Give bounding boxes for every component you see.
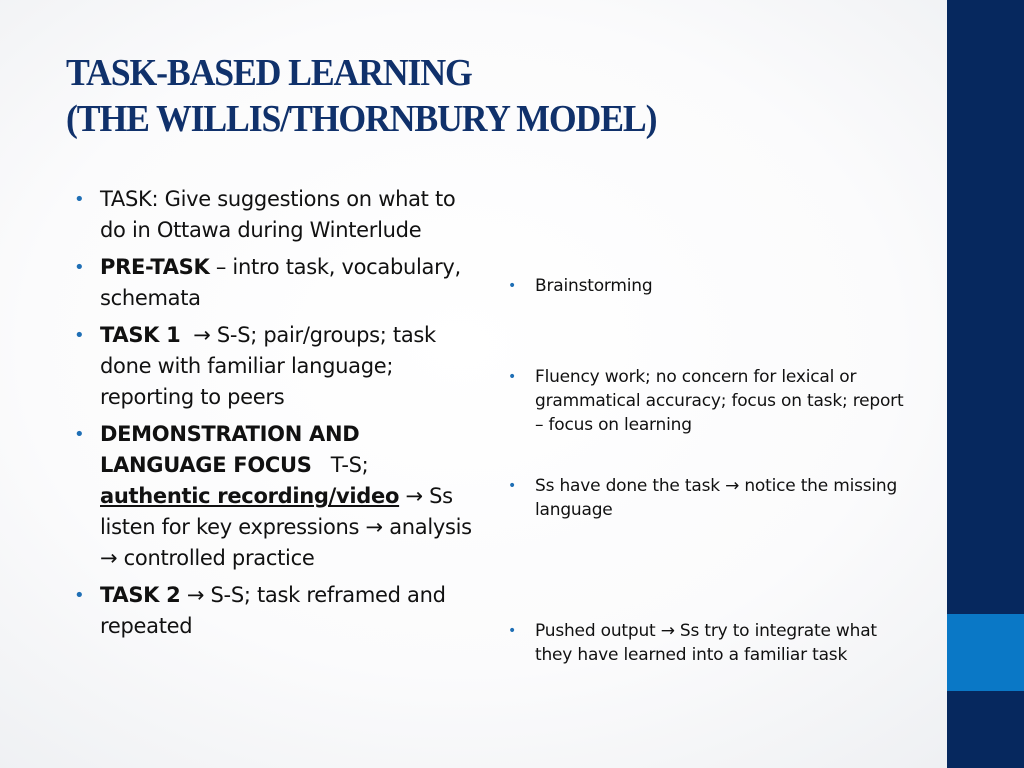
list-item bbox=[74, 580, 474, 642]
bullet-text: S-S; pair/groups; task done with familiar language; reporting to peers bbox=[100, 323, 436, 409]
bullet-text: Brainstorming bbox=[535, 276, 653, 296]
list-item bbox=[508, 474, 915, 522]
slide-title bbox=[66, 50, 874, 142]
bullet-text: Pushed output → Ss try to integrate what they have learned into a familiar task bbox=[535, 621, 877, 665]
list-item bbox=[74, 320, 474, 413]
bullet-icon: • bbox=[74, 585, 85, 606]
bullet-icon: • bbox=[508, 278, 517, 294]
bullet-icon: • bbox=[508, 478, 517, 494]
bullet-heading: TASK 2 bbox=[100, 583, 181, 607]
bullet-icon: • bbox=[74, 325, 85, 346]
bullet-text: T-S; bbox=[311, 453, 375, 477]
list-item bbox=[508, 619, 915, 667]
bullet-icon: • bbox=[74, 424, 85, 445]
left-bullet-list bbox=[74, 184, 474, 648]
list-item bbox=[74, 252, 474, 314]
bullet-text: Ss have done the task → notice the missing language bbox=[535, 476, 898, 520]
bullet-text: – intro task, vocabulary, schemata bbox=[100, 255, 461, 310]
bullet-heading: PRE-TASK bbox=[100, 255, 210, 279]
bullet-text: Fluency work; no concern for lexical or grammatical accuracy; focus on task; report – focus on learning bbox=[535, 367, 904, 435]
bullet-icon: • bbox=[508, 369, 517, 385]
bullet-text: → S-S; task reframed and repeated bbox=[100, 583, 446, 638]
bullet-icon: • bbox=[508, 623, 517, 639]
list-item bbox=[508, 365, 915, 437]
list-item bbox=[74, 419, 474, 574]
bullet-text: → Ss listen for key expressions → analysis → controlled practice bbox=[100, 484, 472, 570]
title-line-2: (THE WILLIS/THORNBURY MODEL) bbox=[66, 98, 657, 140]
underlined-emphasis: authentic recording/video bbox=[100, 484, 400, 508]
bullet-text: TASK: Give suggestions on what to do in Ottawa during Winterlude bbox=[100, 187, 456, 242]
bullet-heading: DEMONSTRATION AND LANGUAGE FOCUS bbox=[100, 422, 360, 477]
title-line-1: TASK-BASED LEARNING bbox=[66, 52, 472, 94]
arrow-icon: → bbox=[180, 323, 217, 347]
bullet-icon: • bbox=[74, 189, 85, 210]
sidebar-accent-block bbox=[947, 614, 1024, 691]
list-item bbox=[74, 184, 474, 246]
bullet-icon: • bbox=[74, 257, 85, 278]
bullet-heading: TASK 1 bbox=[100, 323, 181, 347]
list-item bbox=[508, 274, 915, 298]
